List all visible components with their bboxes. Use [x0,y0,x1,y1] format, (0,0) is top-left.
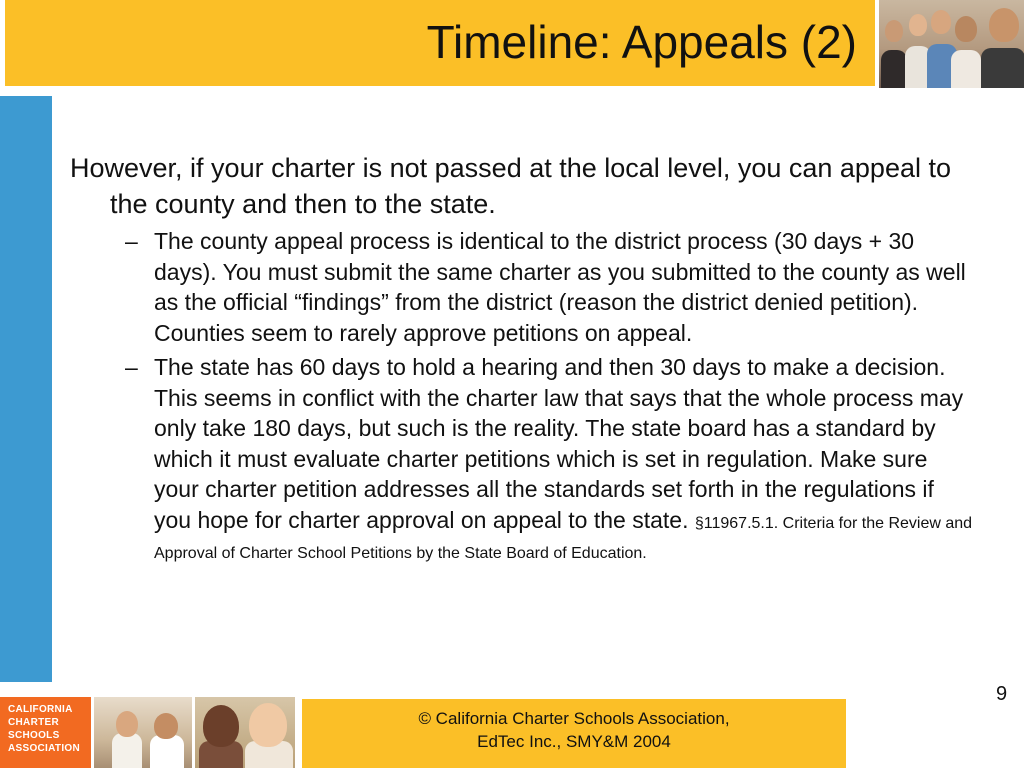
sub-bullet-text: The county appeal process is identical to the district process (30 days + 30 days). You must submit the same charter as you submitted to the county as well as the official “findings” from the district (reason the district denied petition). Counties seem to rarely approve petitions on appeal. [154,228,966,346]
classroom-photo [94,697,192,768]
title-bar [5,0,875,86]
footer-copyright [302,699,846,768]
regulation-citation: §11967.5.1. Criteria for the Review and Approval of Charter School Petitions by the State Board of Education. [154,514,973,562]
sub-bullet [70,226,975,348]
logo-line: CALIFORNIA [8,704,73,715]
sub-bullet-text: The state has 60 days to hold a hearing and then 30 days to make a decision. This seems in conflict with the charter law that says that the whole process may only take 180 days, but such is the reality. The state board has a standard by which it must evaluate charter petitions which is set in regulation. Make sure your charter petition addresses all the standards set forth in the regulations if you hope for charter approval on appeal to the state. [154,354,964,533]
logo-line: SCHOOLS [8,730,60,741]
slide-title: Timeline: Appeals (2) [426,16,857,68]
main-bullet: However, if your charter is not passed at the local level, you can appeal to the county and then to the state. [70,153,951,219]
copyright-line: © California Charter Schools Association, [418,709,730,728]
dash-marker: – [125,228,138,254]
slide-body [70,150,975,566]
logo-line: CHARTER [8,717,59,728]
side-accent-bar [0,96,52,682]
page-number: 9 [996,683,1008,705]
students-photo [879,0,1024,88]
association-logo [0,697,91,768]
dash-marker: – [125,354,138,380]
girls-photo [195,697,295,768]
sub-bullet [70,352,975,566]
copyright-line: EdTec Inc., SMY&M 2004 [477,732,671,751]
logo-line: ASSOCIATION [8,743,81,754]
